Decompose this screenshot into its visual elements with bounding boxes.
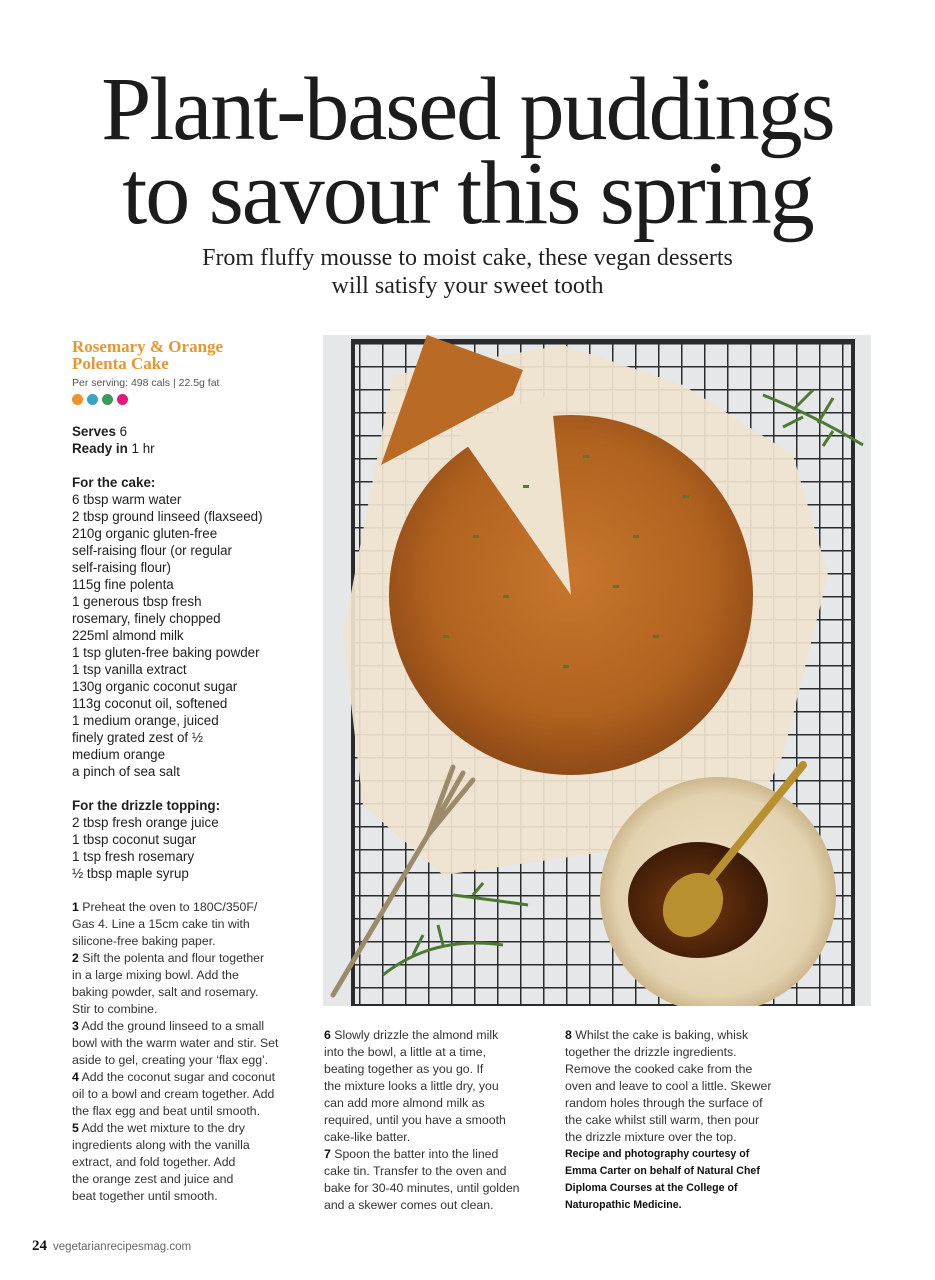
step-number: 3 — [72, 1019, 79, 1033]
method-line: bowl with the warm water and stir. Set — [72, 1036, 279, 1050]
ingredient-line: 1 tsp fresh rosemary — [72, 849, 195, 864]
cake-ingredient-list — [72, 491, 312, 780]
recipe-name-line-2: Polenta Cake — [72, 354, 169, 373]
ingredient-line: 210g organic gluten-free — [72, 526, 218, 541]
method-line: 7 Spoon the batter into the lined — [324, 1147, 499, 1161]
step-number: 5 — [72, 1121, 79, 1135]
diet-dot — [117, 394, 128, 405]
method-line: into the bowl, a little at a time, — [324, 1045, 486, 1059]
ingredient-line: ½ tbsp maple syrup — [72, 866, 189, 881]
ingredient-line: a pinch of sea salt — [72, 764, 180, 779]
ingredient-line: rosemary, finely chopped — [72, 611, 221, 626]
credit-line: Naturopathic Medicine. — [565, 1199, 682, 1211]
subtitle-line-1: From fluffy mousse to moist cake, these vegan desserts — [202, 245, 733, 271]
diet-dot — [102, 394, 113, 405]
method-line: beat together until smooth. — [72, 1189, 218, 1203]
page-title — [0, 60, 935, 243]
cake-photo — [323, 335, 871, 1006]
method-line: can add more almond milk as — [324, 1096, 485, 1110]
ingredient-line: 1 medium orange, juiced — [72, 713, 219, 728]
step-number: 6 — [324, 1028, 331, 1042]
method-line: 3 Add the ground linseed to a small — [72, 1019, 265, 1033]
method-step — [565, 1027, 791, 1146]
title-line-2: to savour this spring — [122, 144, 813, 243]
method-line: the mixture looks a little dry, you — [324, 1079, 499, 1093]
ingredient-line: 1 tbsp coconut sugar — [72, 832, 197, 847]
credit-line: Emma Carter on behalf of Natural Chef — [565, 1165, 760, 1177]
method-line: cake-like batter. — [324, 1130, 411, 1144]
ingredient-line: 1 tsp vanilla extract — [72, 662, 187, 677]
method-step — [72, 1120, 312, 1205]
recipe-left-column — [72, 338, 312, 1205]
method-line: oil to a bowl and cream together. Add — [72, 1087, 275, 1101]
step-number: 7 — [324, 1147, 331, 1161]
page-footer — [32, 1238, 191, 1255]
ingredient-line: self-raising flour (or regular — [72, 543, 233, 558]
cake-ingredients — [72, 474, 312, 780]
photo-credit — [565, 1146, 791, 1214]
website-link[interactable]: vegetarianrecipesmag.com — [53, 1241, 192, 1253]
method-line: in a large mixing bowl. Add the — [72, 968, 239, 982]
ingredient-line: 6 tbsp warm water — [72, 492, 182, 507]
ready-label: Ready in — [72, 441, 128, 456]
method-step — [72, 1069, 312, 1120]
method-step — [324, 1146, 552, 1214]
ingredient-line: 115g fine polenta — [72, 577, 174, 592]
method-line: required, until you have a smooth — [324, 1113, 506, 1127]
diet-dots — [72, 394, 312, 405]
ingredient-line: finely grated zest of ½ — [72, 730, 204, 745]
method-line: 6 Slowly drizzle the almond milk — [324, 1028, 499, 1042]
method-line: extract, and fold together. Add — [72, 1155, 236, 1169]
method-line: Remove the cooked cake from the — [565, 1062, 753, 1076]
method-steps-left — [72, 899, 312, 1205]
ingredient-line: medium orange — [72, 747, 166, 762]
ingredient-line: 225ml almond milk — [72, 628, 184, 643]
method-line: 8 Whilst the cake is baking, whisk — [565, 1028, 749, 1042]
method-line: bake for 30-40 minutes, until golden — [324, 1181, 520, 1195]
ingredient-line: 2 tbsp fresh orange juice — [72, 815, 219, 830]
method-step — [72, 950, 312, 1018]
page-number: 24 — [32, 1238, 47, 1254]
recipe-name — [72, 338, 312, 372]
method-line: baking powder, salt and rosemary. — [72, 985, 259, 999]
diet-dot — [87, 394, 98, 405]
method-steps-right — [565, 1027, 791, 1214]
method-line: cake tin. Transfer to the oven and — [324, 1164, 507, 1178]
method-step — [72, 1018, 312, 1069]
method-right-steps — [565, 1027, 791, 1146]
drizzle-heading: For the drizzle topping: — [72, 798, 221, 813]
method-line: silicone-free baking paper. — [72, 934, 216, 948]
method-line: together the drizzle ingredients. — [565, 1045, 737, 1059]
method-line: ingredients along with the vanilla — [72, 1138, 250, 1152]
method-steps-middle — [324, 1027, 552, 1214]
method-line: 1 Preheat the oven to 180C/350F/ — [72, 900, 258, 914]
drizzle-ingredients — [72, 797, 312, 882]
step-number: 8 — [565, 1028, 572, 1042]
drizzle-ingredient-list — [72, 814, 312, 882]
serves-label: Serves — [72, 424, 116, 439]
method-line: Gas 4. Line a 15cm cake tin with — [72, 917, 250, 931]
step-number: 4 — [72, 1070, 79, 1084]
method-line: the flax egg and beat until smooth. — [72, 1104, 260, 1118]
credit-line: Recipe and photography courtesy of — [565, 1148, 750, 1160]
ingredient-line: 113g coconut oil, softened — [72, 696, 228, 711]
cake-heading: For the cake: — [72, 475, 156, 490]
step-number: 1 — [72, 900, 79, 914]
method-step — [72, 899, 312, 950]
ingredient-line: self-raising flour) — [72, 560, 171, 575]
method-line: 2 Sift the polenta and flour together — [72, 951, 265, 965]
ingredient-line: 1 tsp gluten-free baking powder — [72, 645, 260, 660]
diet-dot — [72, 394, 83, 405]
ready-line — [72, 440, 312, 457]
method-line: aside to gel, creating your ‘flax egg’. — [72, 1053, 269, 1067]
method-line: Stir to combine. — [72, 1002, 158, 1016]
recipe-name-line-1: Rosemary & Orange — [72, 337, 224, 356]
method-line: random holes through the surface of — [565, 1096, 763, 1110]
step-number: 2 — [72, 951, 79, 965]
recipe-meta — [72, 423, 312, 457]
subtitle-line-2: will satisfy your sweet tooth — [331, 273, 604, 299]
method-line: 4 Add the coconut sugar and coconut — [72, 1070, 276, 1084]
ingredient-line: 2 tbsp ground linseed (flaxseed) — [72, 509, 263, 524]
ready-value: 1 hr — [131, 441, 155, 456]
method-line: oven and leave to cool a little. Skewer — [565, 1079, 772, 1093]
method-line: and a skewer comes out clean. — [324, 1198, 494, 1212]
method-line: the drizzle mixture over the top. — [565, 1130, 737, 1144]
method-line: beating together as you go. If — [324, 1062, 484, 1076]
method-line: the orange zest and juice and — [72, 1172, 234, 1186]
serves-value: 6 — [119, 424, 128, 439]
credit-line: Diploma Courses at the College of — [565, 1182, 738, 1194]
serves-line — [72, 423, 312, 440]
ingredient-line: 1 generous tbsp fresh — [72, 594, 202, 609]
page-subtitle — [0, 244, 935, 300]
title-line-1: Plant-based puddings — [101, 60, 834, 159]
method-line: 5 Add the wet mixture to the dry — [72, 1121, 245, 1135]
method-line: the cake whilst still warm, then pour — [565, 1113, 760, 1127]
per-serving-info: Per serving: 498 cals | 22.5g fat — [72, 377, 220, 389]
ingredient-line: 130g organic coconut sugar — [72, 679, 238, 694]
method-step — [324, 1027, 552, 1146]
